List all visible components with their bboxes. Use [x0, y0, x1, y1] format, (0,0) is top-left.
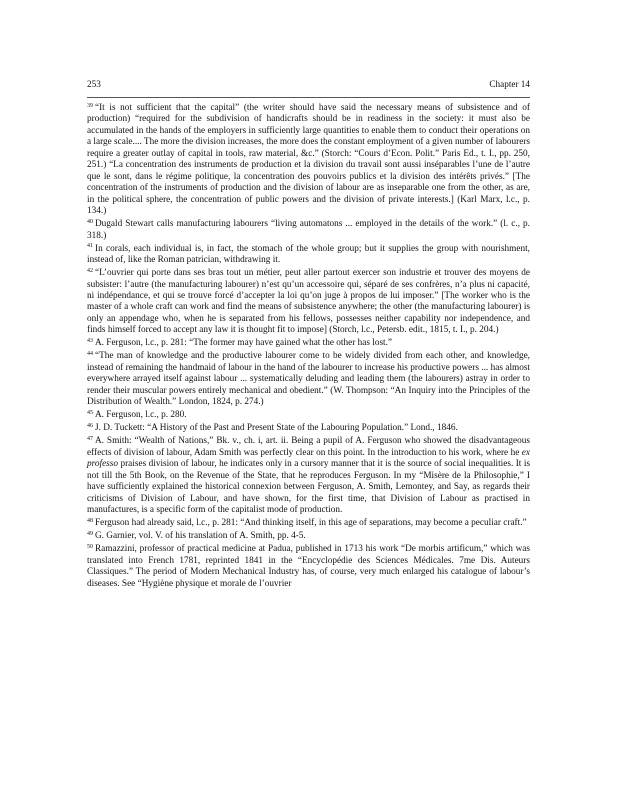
header-rule	[87, 97, 530, 98]
footnote-number: 43	[87, 338, 93, 345]
footnote-text: “L’ouvrier qui porte dans ses bras tout un métier, peut aller partout exercer son industrie et trouver des moyens de subsister: l’autre (the manufacturing labourer) n’est qu’un accessoire qui, séparé de ses confrères, n’a plus ni capacité, ni indépendance, et qui se trouve forcé d’accepter la loi qu’on juge à propos de lui imposer.” [The worker who is the master of a whole craft can work and find the means of subsistence anywhere; the other (the manufacturing labourer) is only an appendage who, when he is separated from his fellows, possesses neither capability nor independence, and finds himself forced to accept any law it is thought fit to impose] (Storch, l.c., Petersb. edit., 1815, t. I., p. 204.)	[87, 268, 530, 336]
footnote-40	[87, 219, 530, 242]
footnote-39	[87, 103, 530, 218]
footnote-44	[87, 351, 530, 408]
page-header	[87, 77, 530, 91]
footnote-number: 46	[87, 423, 93, 430]
footnote-number: 44	[87, 351, 93, 358]
footnote-43	[87, 338, 530, 349]
footnote-italic-phrase: ex professo	[87, 447, 530, 470]
footnote-41	[87, 244, 530, 267]
footnote-text: A. Ferguson, l.c., p. 281: “The former may have gained what the other has lost.”	[95, 338, 393, 349]
chapter-title: Chapter 14	[489, 79, 530, 89]
footnote-text: Ferguson had already said, l.c., p. 281: “And thinking itself, in this age of separations, may become a peculiar craft.”	[95, 518, 527, 529]
footnote-text: G. Garnier, vol. V. of his translation of A. Smith, pp. 4-5.	[95, 531, 306, 542]
footnote-number: 50	[87, 544, 93, 550]
footnotes	[87, 103, 530, 592]
footnote-number: 41	[87, 243, 93, 250]
footnote-text: J. D. Tuckett: “A History of the Past and Present State of the Labouring Population.” Lond., 1846.	[95, 423, 458, 434]
footnote-text: “The man of knowledge and the productive labourer come to be widely divided from each other, and knowledge, instead of remaining the handmaid of labour in the hand of the labourer to increase his productive powers ... has almost everywhere arrayed itself against labour ... systematically deluding and leading them (the labourers) astray in order to render their muscular powers entirely mechanical and obedient.” (W. Thompson: “An Inquiry into the Principles of the Distribution of Wealth.” London, 1824, p. 274.)	[87, 351, 530, 408]
footnote-47	[87, 436, 530, 516]
footnote-49	[87, 531, 530, 542]
footnote-text: “It is not sufficient that the capital” (the writer should have said the necessary means of subsistence and of production) “required for the subdivision of handicrafts should be in readiness in the society: it must also be accumulated in the hands of the employers in sufficiently large quantities to enable them to conduct their operations on a large scale.... The more the division increases, the more does the constant employment of a given number of labourers require a greater outlay of capital in tools, raw material, &c.” (Storch: “Cours d’Econ. Polit.” Paris Ed., t. I., pp. 250, 251.) “La concentration des instruments de production et la division du travail sont aussi inséparables l’une de l’autre que le sont, dans le régime politique, la concentration des pouvoirs publics et la division des intérêts privés.” [The concentration of the instruments of production and the division of labour are as inseparable one from the other, as are, in the political sphere, the concentration of public powers and the division of private interests.] (Karl Marx, l.c., p. 134.)	[87, 103, 531, 217]
footnote-text: Ramazzini, professor of practical medicine at Padua, published in 1713 his work “De morbis artificum,” which was translated into French 1781, reprinted 1841 in the “Encyclopédie des Sciences Médicales. 7me Dis. Auteurs Classiques.” The period of Modern Mechanical Industry has, of course, very much enlarged his catalogue of labour’s diseases. See “Hygiène physique et morale de l’ouvrier	[87, 544, 530, 589]
footnote-text: A. Ferguson, l.c., p. 280.	[95, 410, 187, 421]
footnote-50	[87, 544, 530, 590]
footnote-number: 49	[87, 530, 93, 537]
footnote-number: 48	[87, 517, 93, 524]
footnote-48	[87, 518, 530, 529]
footnote-45	[87, 410, 530, 421]
footnote-text-before: A. Smith: “Wealth of Nations,” Bk. v., ch. i, art. ii. Being a pupil of A. Ferguson who showed the disadvantageous effects of division of labour, Adam Smith was perfectly clear on this point. In the introduction to his work, where he	[87, 436, 530, 458]
footnote-number: 40	[87, 218, 93, 225]
footnote-text-after: praises division of labour, he indicates only in a cursory manner that it is the source of social inequalities. It is not till the 5th Book, on the Revenue of the State, that he reproduces Ferguson. In my “Misère de la Philosophie,” I have sufficiently explained the historical connexion between Ferguson, A. Smith, Lemontey, and Say, as regards their criticisms of Division of Labour, and have shown, for the first time, that Division of Labour as practised in manufactures, is a specific form of the capitalist mode of production.	[87, 459, 530, 516]
footnote-number: 39	[87, 102, 93, 109]
page-number: 253	[87, 79, 101, 89]
footnote-42	[87, 268, 530, 337]
footnote-number: 42	[87, 267, 93, 274]
footnote-number: 45	[87, 410, 93, 417]
footnote-text: Dugald Stewart calls manufacturing labourers “living automatons ... employed in the details of the work.” (l. c., p. 318.)	[87, 219, 530, 241]
footnote-number: 47	[87, 436, 93, 443]
footnote-text: In corals, each individual is, in fact, the stomach of the whole group; but it supplies the group with nourishment, instead of, like the Roman patrician, withdrawing it.	[87, 243, 530, 266]
footnote-46	[87, 423, 530, 434]
